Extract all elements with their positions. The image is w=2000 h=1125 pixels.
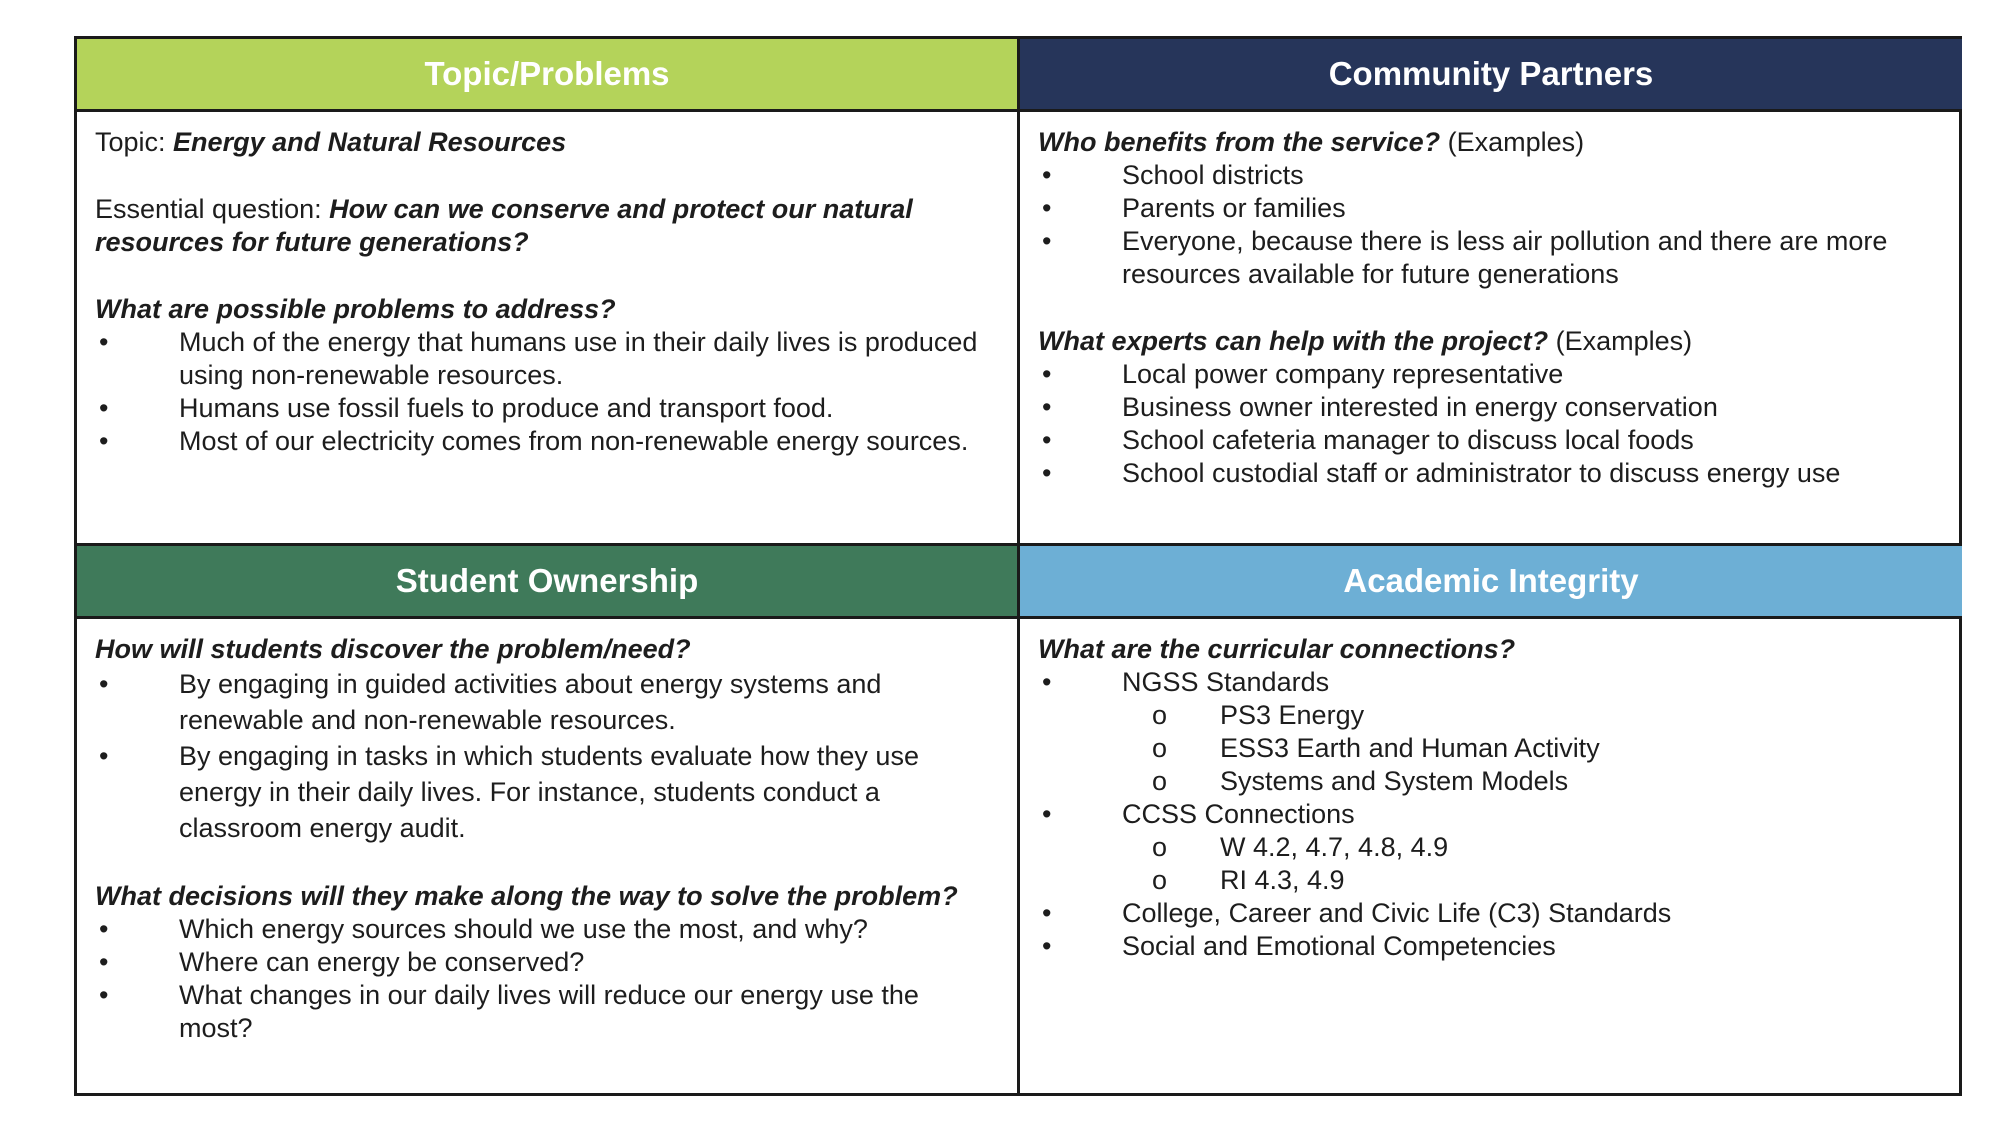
student-ownership-header [77,546,1020,619]
list-item: • By engaging in guided activities about energy systems and renewable and non-renewable resources. [95,666,999,738]
benefits-heading-line [1038,126,1944,159]
problems-list [95,326,999,458]
list-item-ngss [1038,666,1944,798]
academic-integrity-cell [1020,619,1962,1093]
list-item: • Humans use fossil fuels to produce and transport food. [95,392,999,425]
student-ownership-cell [77,619,1020,1093]
list-item: • School custodial staff or administrator to discuss energy use [1038,457,1944,490]
list-item: • Parents or families [1038,192,1944,225]
topic-value: Energy and Natural Resources [173,127,567,157]
benefits-heading: Who benefits from the service? [1038,127,1441,157]
list-item: • Most of our electricity comes from non-renewable energy sources. [95,425,999,458]
list-item: • Local power company representative [1038,358,1944,391]
essential-question [95,193,999,259]
list-item: • Where can energy be conserved? [95,946,999,979]
essential-question-label: Essential question: [95,194,330,224]
academic-integrity-header [1020,546,1962,619]
list-item: • Business owner interested in energy conservation [1038,391,1944,424]
experts-examples-note: (Examples) [1548,326,1693,356]
sub-list-item: o Systems and System Models [1122,765,1944,798]
list-item: • Much of the energy that humans use in their daily lives is produced using non-renewable resources. [95,326,999,392]
discover-heading: How will students discover the problem/need? [95,634,691,664]
benefits-list [1038,159,1944,291]
list-item: • School districts [1038,159,1944,192]
ngss-label: NGSS Standards [1122,667,1330,697]
sub-list-item: o PS3 Energy [1122,699,1944,732]
decisions-heading: What decisions will they make along the way to solve the problem? [95,881,958,911]
list-item: • What changes in our daily lives will reduce our energy use the most? [95,979,999,1045]
discover-list [95,666,999,846]
community-partners-cell [1020,112,1962,546]
problems-heading: What are possible problems to address? [95,294,616,324]
curricular-heading: What are the curricular connections? [1038,634,1516,664]
curricular-list [1038,666,1944,963]
experts-list [1038,358,1944,490]
experts-heading-line [1038,325,1944,358]
student-ownership-title: Student Ownership [395,562,699,599]
topic-problems-header [77,39,1020,112]
list-item: • School cafeteria manager to discuss local foods [1038,424,1944,457]
ccss-sublist [1122,831,1944,897]
ngss-sublist [1122,699,1944,798]
topic-line [95,126,999,159]
list-item: • Which energy sources should we use the most, and why? [95,913,999,946]
list-item-sel: • Social and Emotional Competencies [1038,930,1944,963]
list-item: • Everyone, because there is less air pollution and there are more resources available for future generations [1038,225,1944,291]
sub-list-item: o RI 4.3, 4.9 [1122,864,1944,897]
benefits-examples-note: (Examples) [1440,127,1585,157]
sub-list-item: o W 4.2, 4.7, 4.8, 4.9 [1122,831,1944,864]
service-learning-table [74,36,1962,1096]
list-item: • By engaging in tasks in which students evaluate how they use energy in their daily lives. For instance, students conduct a classroom energy audit. [95,738,999,846]
list-item-ccss [1038,798,1944,897]
topic-problems-cell [77,112,1020,546]
list-item-c3: • College, Career and Civic Life (C3) Standards [1038,897,1944,930]
topic-label: Topic: [95,127,174,157]
community-partners-header [1020,39,1962,112]
topic-problems-title: Topic/Problems [424,55,670,92]
ccss-label: CCSS Connections [1122,799,1355,829]
decisions-list [95,913,999,1045]
community-partners-title: Community Partners [1328,55,1654,92]
academic-integrity-title: Academic Integrity [1343,562,1639,599]
essential-question-value: How can we conserve and protect our natural resources for future generations? [95,194,913,257]
sub-list-item: o ESS3 Earth and Human Activity [1122,732,1944,765]
experts-heading: What experts can help with the project? [1038,326,1549,356]
